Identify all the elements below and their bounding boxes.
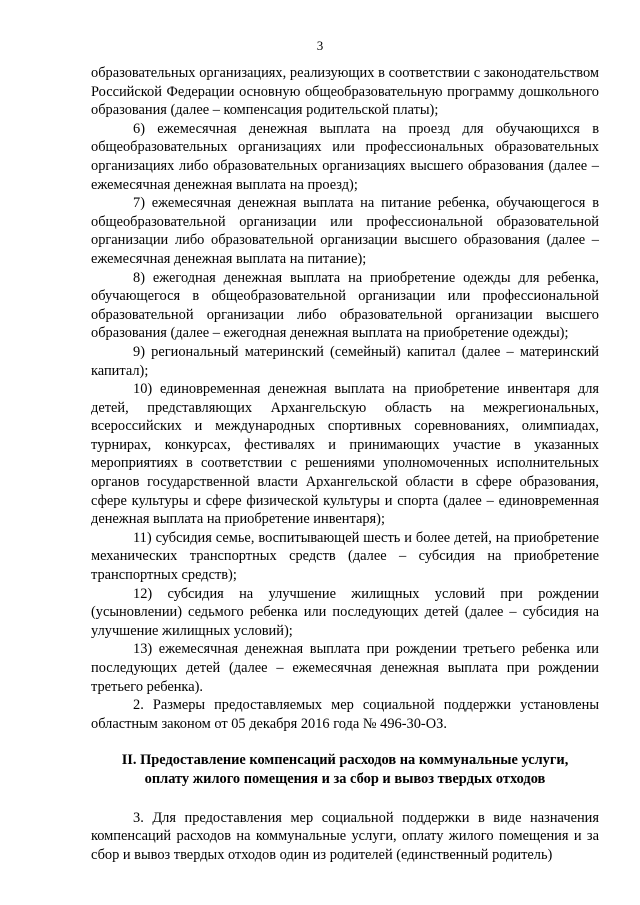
section-heading-line-1: II. Предоставление компенсаций расходов на коммунальные услуги, <box>121 752 569 769</box>
list-item-9: 9) региональный материнский (семейный) капитал (далее – материнский капитал); <box>91 343 599 379</box>
list-item-6: 6) ежемесячная денежная выплата на проезд для обучающихся в общеобразовательных организациях или профессиональных образовательных организациях либо образовательных организациях высшего образования (далее – ежемесячная денежная выплата на проезд); <box>91 120 599 193</box>
list-item-10: 10) единовременная денежная выплата на приобретение инвентаря для детей, представляющих Архангельскую область на межрегиональных, всероссийских и международных спортивных соревнованиях, олимпиадах, турнирах, конкурсах, фестивалях и принимающих участие в указанных мероприятиях в соответствии с решениями уполномоченных исполнительных органов государственной власти Архангельской области в сфере образования, сфере культуры и сфере физической культуры и спорта (далее – единовременная денежная выплата на приобретение инвентаря); <box>91 381 599 528</box>
list-item-7: 7) ежемесячная денежная выплата на питание ребенка, обучающегося в общеобразовательной организации или профессиональной образовательной организации либо образовательной организации высшего образования (далее – ежемесячная денежная выплата на питание); <box>91 195 599 267</box>
list-item-12: 12) субсидия на улучшение жилищных условий при рождении (усыновлении) седьмого ребенка или последующих детей (далее – субсидия на улучшение жилищных условий); <box>91 585 599 639</box>
list-item-13: 13) ежемесячная денежная выплата при рождении третьего ребенка или последующих детей (далее – ежемесячная денежная выплата при рождении третьего ребенка). <box>91 641 599 695</box>
paragraph-2: 2. Размеры предоставляемых мер социальной поддержки установлены областным законом от 05 декабря 2016 года № 496-30-ОЗ. <box>91 697 599 732</box>
list-item-8: 8) ежегодная денежная выплата на приобретение одежды для ребенка, обучающегося в общеобразовательной организации или профессиональной образовательной организации либо образовательной организации высшего образования (далее – ежегодная денежная выплата на приобретение одежды); <box>91 269 599 342</box>
section-heading <box>91 751 599 788</box>
list-item-11: 11) субсидия семье, воспитывающей шесть и более детей, на приобретение механических транспортных средств (далее – субсидия на приобретение транспортных средств); <box>91 529 599 584</box>
document-body <box>91 64 599 864</box>
section-heading-line-2: оплату жилого помещения и за сбор и вывоз твердых отходов <box>144 770 546 787</box>
page-number: 3 <box>316 38 324 53</box>
paragraph-3: 3. Для предоставления мер социальной поддержки в виде назначения компенсаций расходов на коммунальные услуги, оплату жилого помещения и за сбор и вывоз твердых отходов один из родителей (единственный родитель) <box>91 809 599 863</box>
paragraph-continuation: образовательных организациях, реализующих в соответствии с законодательством Российской Федерации основную общеобразовательную программу дошкольного образования (далее – компенсация родительской платы); <box>91 65 599 119</box>
